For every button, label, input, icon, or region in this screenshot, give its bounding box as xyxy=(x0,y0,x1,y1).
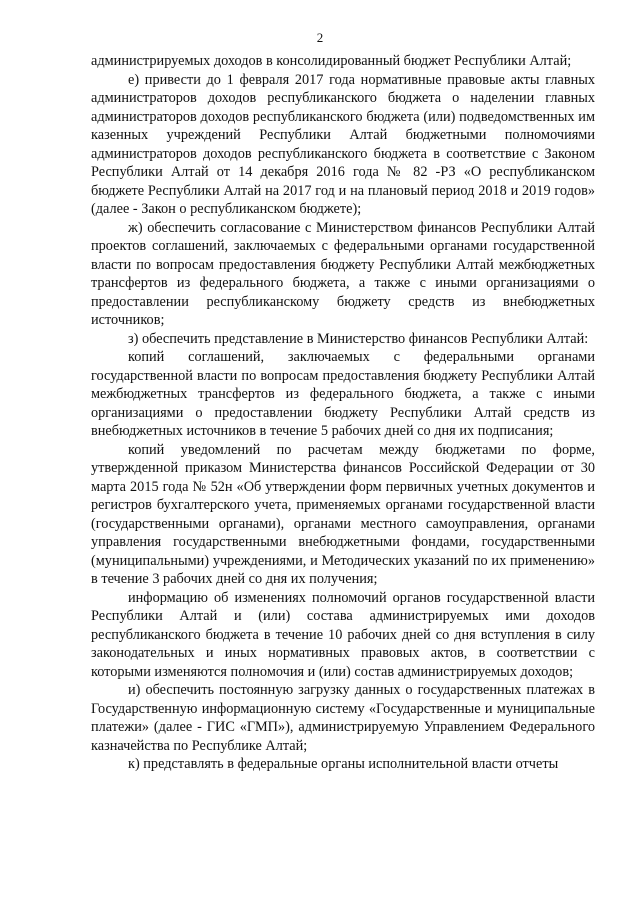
paragraph-item-i: и) обеспечить постоянную загрузку данных о государственных платежах в Государственную информационную систему «Государственные и муниципальные платежи» (далее - ГИС «ГМП»), администрируемую Управлением Федерального казначейства по Республике Алтай; xyxy=(91,682,595,754)
paragraph-item-z: з) обеспечить представление в Министерство финансов Республики Алтай: xyxy=(128,330,589,347)
paragraph-continuation: администрируемых доходов в консолидированный бюджет Республики Алтай; xyxy=(91,53,572,69)
paragraph-item-k: к) представлять в федеральные органы исполнительной власти отчеты xyxy=(128,756,559,772)
paragraph-item-e: е) привести до 1 февраля 2017 года нормативные правовые акты главных администраторов доходов республиканского бюджета о наделении главных администраторов доходов республиканского бюджета (или) подведомственных им казенных учреждений Республики Алтай бюджетными полномочиями администраторов доходов республиканского бюджета в соответствие с Законом Республики Алтай от 14 декабря 2016 года № 82 -РЗ «О республиканском бюджете Республики Алтай на 2017 год и на плановый период 2018 и 2019 годов» (далее - Закон о республиканском бюджете); xyxy=(91,71,595,217)
paragraph-agreements-copies: копий соглашений, заключаемых с федеральными органами государственной власти по вопросам предоставления бюджету Республики Алтай межбюджетных трансфертов из федерального бюджета, а также с иными организациями о предоставлении бюджету Республики Алтай средств из внебюджетных источников в течение 5 рабочих дней со дня их подписания; xyxy=(91,349,595,439)
page-number: 2 xyxy=(316,30,324,45)
document-body xyxy=(91,52,595,774)
paragraph-notifications-copies: копий уведомлений по расчетам между бюджетами по форме, утвержденной приказом Министерства финансов Российской Федерации от 30 марта 2015 года № 52н «Об утверждении форм первичных учетных документов и регистров бухгалтерского учета, применяемых органами государственной власти (государственными органами), органами местного самоуправления, органами управления государственными внебюджетными фондами, государственными (муниципальными) учреждениями, и Методических указаний по их применению» в течение 3 рабочих дней со дня их получения; xyxy=(91,441,595,587)
paragraph-item-zh: ж) обеспечить согласование с Министерством финансов Республики Алтай проектов соглашений, заключаемых с федеральными органами государственной власти по вопросам предоставления бюджету Республики Алтай межбюджетных трансфертов из федерального бюджета, а также с иными организациями о предоставлении республиканскому бюджету средств из внебюджетных источников; xyxy=(91,219,595,328)
paragraph-powers-changes: информацию об изменениях полномочий органов государственной власти Республики Алтай и (или) состава администрируемых ими доходов республиканского бюджета в течение 10 рабочих дней со дня вступления в силу законодательных и иных нормативных правовых актов, в соответствии с которыми изменяются полномочия и (или) состав администрируемых доходов; xyxy=(91,589,595,680)
